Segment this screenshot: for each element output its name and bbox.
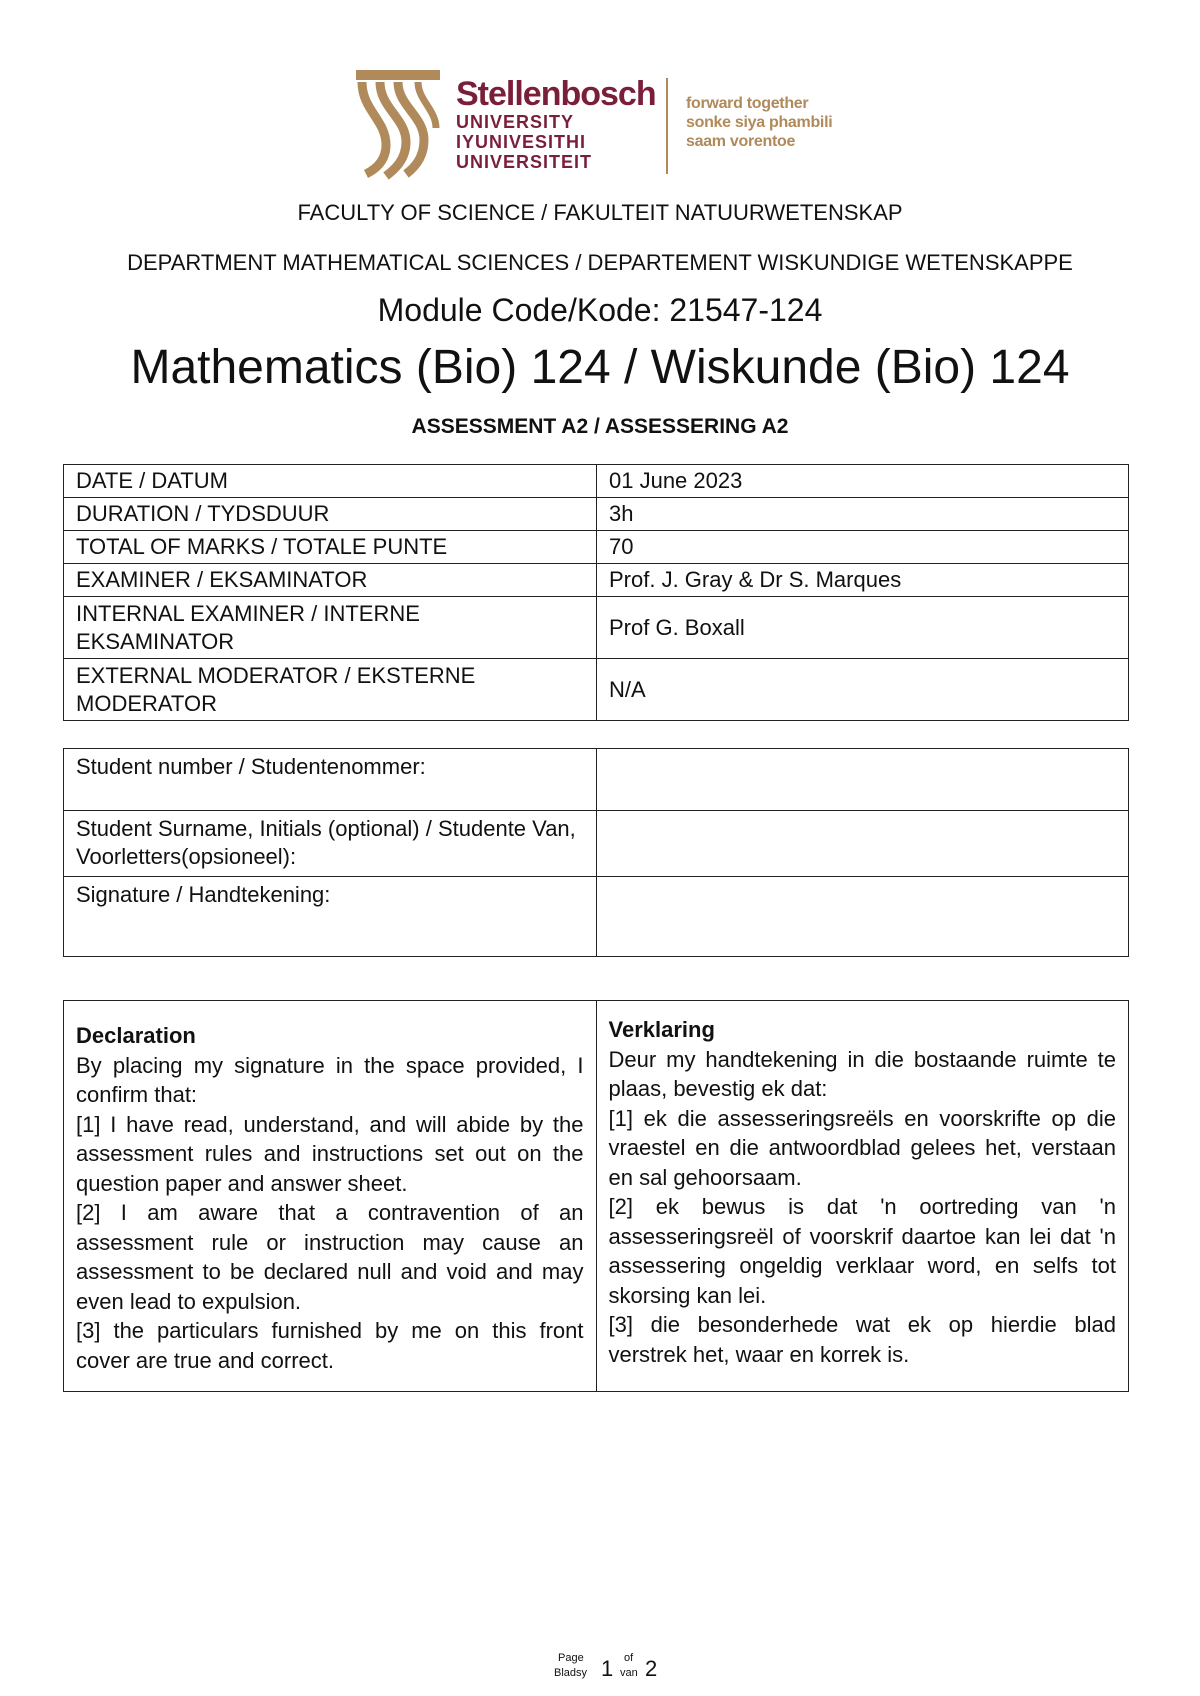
page-label-af: Bladsy [554, 1667, 588, 1679]
logo-line-af: UNIVERSITEIT [456, 152, 593, 172]
total-pages: 2 [645, 1656, 658, 1681]
declaration-point: [3] the particulars furnished by me on this front cover are true and correct. [76, 1318, 584, 1373]
assessment-heading: ASSESSMENT A2 / ASSESSERING A2 [411, 415, 789, 438]
student-details-table [63, 748, 1129, 957]
table-row [64, 465, 1129, 498]
student-surname-label: Student Surname, Initials (optional) / Studente Van, Voorletters(opsioneel): [64, 811, 597, 877]
verklaring-intro: Deur my handtekening in die bostaande ruimte te plaas, bevestig ek dat: [608, 1046, 1116, 1101]
of-label-af: van [620, 1667, 638, 1679]
table-row [64, 659, 1129, 721]
table-row [64, 749, 1129, 811]
tagline-en: forward together [686, 95, 809, 112]
info-value: 70 [597, 531, 1129, 564]
student-surname-field[interactable] [597, 811, 1129, 877]
info-value: Prof. J. Gray & Dr S. Marques [597, 564, 1129, 597]
tagline-xh: sonke siya phambili [686, 114, 833, 131]
verklaring-point: [3] die besonderhede wat ek op hierdie blad verstrek het, waar en korrek is. [608, 1312, 1116, 1367]
info-value: Prof G. Boxall [597, 597, 1129, 659]
logo-wordmark [456, 76, 656, 172]
info-label: INTERNAL EXAMINER / INTERNE EKSAMINATOR [64, 597, 597, 659]
info-value: N/A [597, 659, 1129, 721]
info-value: 3h [597, 498, 1129, 531]
module-code: Module Code/Kode: 21547-124 [377, 292, 823, 328]
department-heading: DEPARTMENT MATHEMATICAL SCIENCES / DEPARTEMENT WISKUNDIGE WETENSKAPPE [127, 250, 1073, 275]
declaration-point: [2] I am aware that a contravention of an assessment rule or instruction may cause an assessment to be declared null and void and may even lead to expulsion. [76, 1200, 584, 1314]
page-label-en: Page [558, 1652, 584, 1664]
table-row [64, 498, 1129, 531]
declaration-point: [1] I have read, understand, and will abide by the assessment rules and instructions set out on the question paper and answer sheet. [76, 1111, 584, 1196]
logo-line-en: UNIVERSITY [456, 112, 575, 132]
signature-label: Signature / Handtekening: [64, 877, 597, 957]
declaration-table [63, 1000, 1129, 1392]
logo-tagline [686, 94, 832, 151]
info-label: DURATION / TYDSDUUR [64, 498, 597, 531]
declaration-af [596, 1001, 1129, 1392]
table-row [64, 877, 1129, 957]
logo-line-xh: IYUNIVESITHI [456, 132, 587, 152]
declaration-intro: By placing my signature in the space provided, I confirm that: [76, 1052, 584, 1107]
declaration-en [64, 1001, 597, 1392]
logo-divider [666, 78, 668, 174]
current-page: 1 [601, 1656, 614, 1681]
page-indicator [540, 1650, 670, 1690]
table-row [64, 531, 1129, 564]
info-value: 01 June 2023 [597, 465, 1129, 498]
of-label-en: of [624, 1652, 634, 1664]
logo-name: Stellenbosch [456, 75, 656, 113]
student-number-field[interactable] [597, 749, 1129, 811]
info-label: EXTERNAL MODERATOR / EKSTERNE MODERATOR [64, 659, 597, 721]
info-label: EXAMINER / EKSAMINATOR [64, 564, 597, 597]
university-logo [356, 70, 856, 180]
declaration-heading: Declaration [76, 1023, 196, 1048]
info-label: TOTAL OF MARKS / TOTALE PUNTE [64, 531, 597, 564]
stellenbosch-crest-icon [356, 70, 440, 180]
info-label: DATE / DATUM [64, 465, 597, 498]
tagline-af: saam vorentoe [686, 133, 796, 150]
table-row [64, 564, 1129, 597]
table-row [64, 811, 1129, 877]
exam-info-table [63, 464, 1129, 721]
verklaring-point: [2] ek bewus is dat 'n oortreding van 'n assesseringsreël of voorskrif daartoe kan lei dat 'n assessering ongeldig verklaar word, en selfs tot skorsing kan lei. [608, 1194, 1116, 1308]
page-title: Mathematics (Bio) 124 / Wiskunde (Bio) 124 [130, 341, 1070, 394]
student-number-label: Student number / Studentenommer: [64, 749, 597, 811]
faculty-heading: FACULTY OF SCIENCE / FAKULTEIT NATUURWETENSKAP [297, 200, 903, 225]
verklaring-heading: Verklaring [608, 1017, 715, 1042]
signature-field[interactable] [597, 877, 1129, 957]
table-row [64, 597, 1129, 659]
verklaring-point: [1] ek die assesseringsreëls en voorskrifte op die vraestel en die antwoordblad gelees het, verstaan en sal gehoorsaam. [608, 1105, 1116, 1190]
table-row [64, 1001, 1129, 1392]
